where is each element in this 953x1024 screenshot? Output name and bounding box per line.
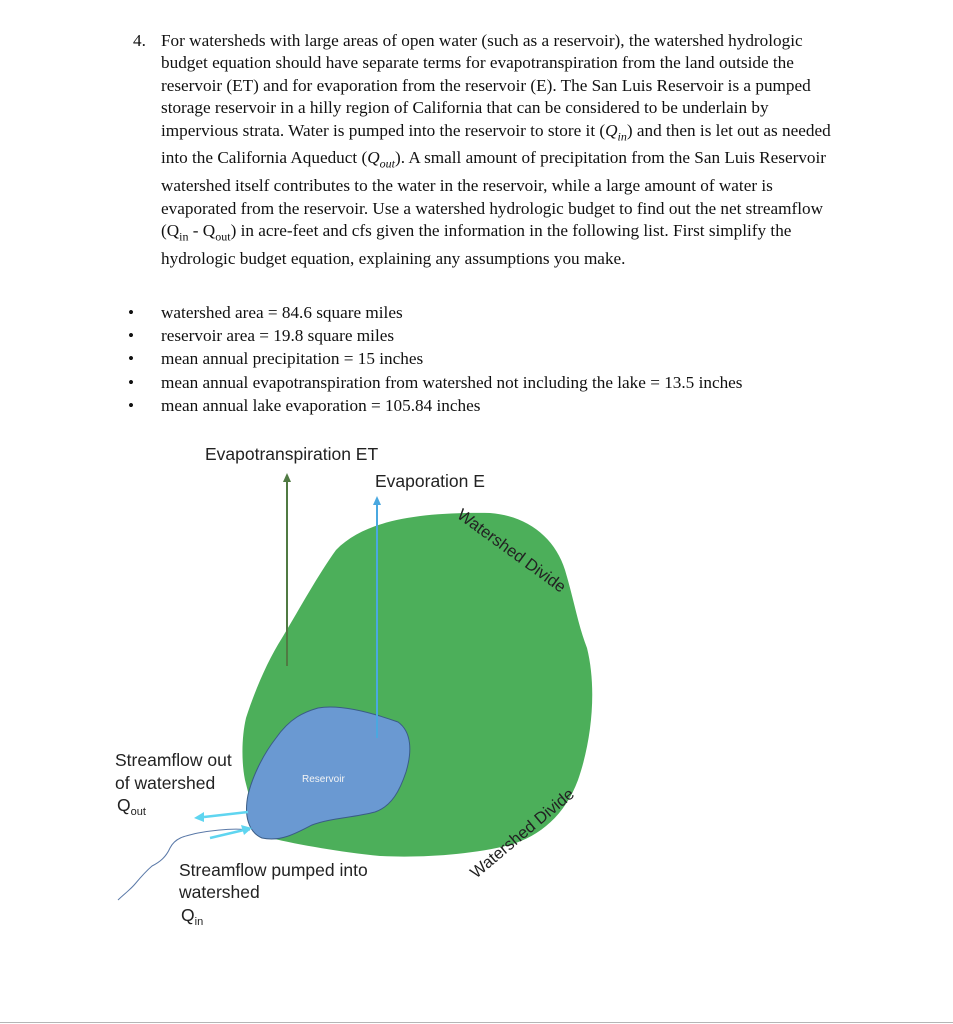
- question-text-run: ). A small amount of precipitation from the San Luis Reservoir watershed itself contributes to the water in the reservoir, while a large amount of water is evaporated from the reservoir. Use a watershed hydrologic budget to find out the net streamflow (Q: [161, 148, 827, 241]
- inflow-label-line1: Streamflow pumped into: [179, 860, 368, 880]
- question-text-run: ) and then is let out as needed into the California Aqueduct (: [161, 120, 831, 168]
- question-text-run: For watersheds with large areas of open water (such as a reservoir), the watershed hydrologic budget equation should have separate terms for evapotranspiration from the land outside the reservoir (ET) and for evaporation from the reservoir (E). The San Luis Reservoir is a pumped storage reservoir in a hilly region of California that can be considered to be underlain by impervious strata. Water is pumped into the reservoir to store it (: [161, 31, 811, 140]
- question-text-run: out: [379, 156, 395, 171]
- question-text-run: out: [215, 229, 231, 244]
- question-text-run: Q: [367, 148, 380, 168]
- et-label: Evapotranspiration ET: [205, 444, 379, 464]
- page-bottom-rule: [0, 1022, 953, 1023]
- inflow-label-line2: watershed: [179, 882, 260, 902]
- et-arrowhead: [283, 473, 291, 482]
- watershed-divide-label-bottom: Watershed Divide: [467, 784, 578, 883]
- e-arrowhead: [373, 496, 381, 505]
- question-text-run: ) in acre-feet and cfs given the information in the following list. First simplify the hydrologic budget equation, explaining any assumptions you make.: [161, 221, 792, 268]
- watershed-divide-label-top: Watershed Divide: [453, 505, 570, 597]
- question-text-run: Q: [605, 120, 618, 140]
- e-label: Evaporation E: [375, 471, 485, 491]
- question-number: 4.: [133, 31, 146, 50]
- question-text-run: - Q: [188, 221, 216, 241]
- list-item-text: mean annual evapotranspiration from watershed not including the lake = 13.5 inches: [161, 372, 743, 392]
- outflow-arrowhead: [194, 812, 204, 822]
- list-item-text: mean annual lake evaporation = 105.84 inches: [161, 395, 481, 415]
- inflow-arrow: [210, 830, 244, 838]
- outflow-symbol-sub: out: [130, 806, 146, 818]
- outflow-symbol: [117, 795, 146, 818]
- inflow-symbol-q: Q: [181, 905, 195, 925]
- list-item-text: reservoir area = 19.8 square miles: [161, 326, 395, 346]
- outflow-label-line1: Streamflow out: [115, 750, 232, 770]
- inflow-symbol-sub: in: [194, 916, 204, 928]
- outflow-label-line2: of watershed: [115, 773, 216, 793]
- bullet-dot-icon: •: [128, 372, 135, 392]
- bullet-dot-icon: •: [128, 326, 135, 346]
- bullet-dot-icon: •: [128, 349, 135, 369]
- bullet-dot-icon: •: [128, 303, 135, 322]
- outflow-arrow: [204, 812, 248, 817]
- list-item-text: mean annual precipitation = 15 inches: [161, 349, 424, 369]
- inflow-symbol: [181, 905, 203, 928]
- question-text-run: in: [179, 229, 189, 244]
- question-text-run: in: [617, 129, 627, 144]
- outflow-symbol-q: Q: [117, 795, 131, 815]
- bullet-dot-icon: •: [128, 395, 135, 415]
- list-item-text: watershed area = 84.6 square miles: [161, 303, 403, 322]
- reservoir-label: Reservoir: [302, 774, 345, 785]
